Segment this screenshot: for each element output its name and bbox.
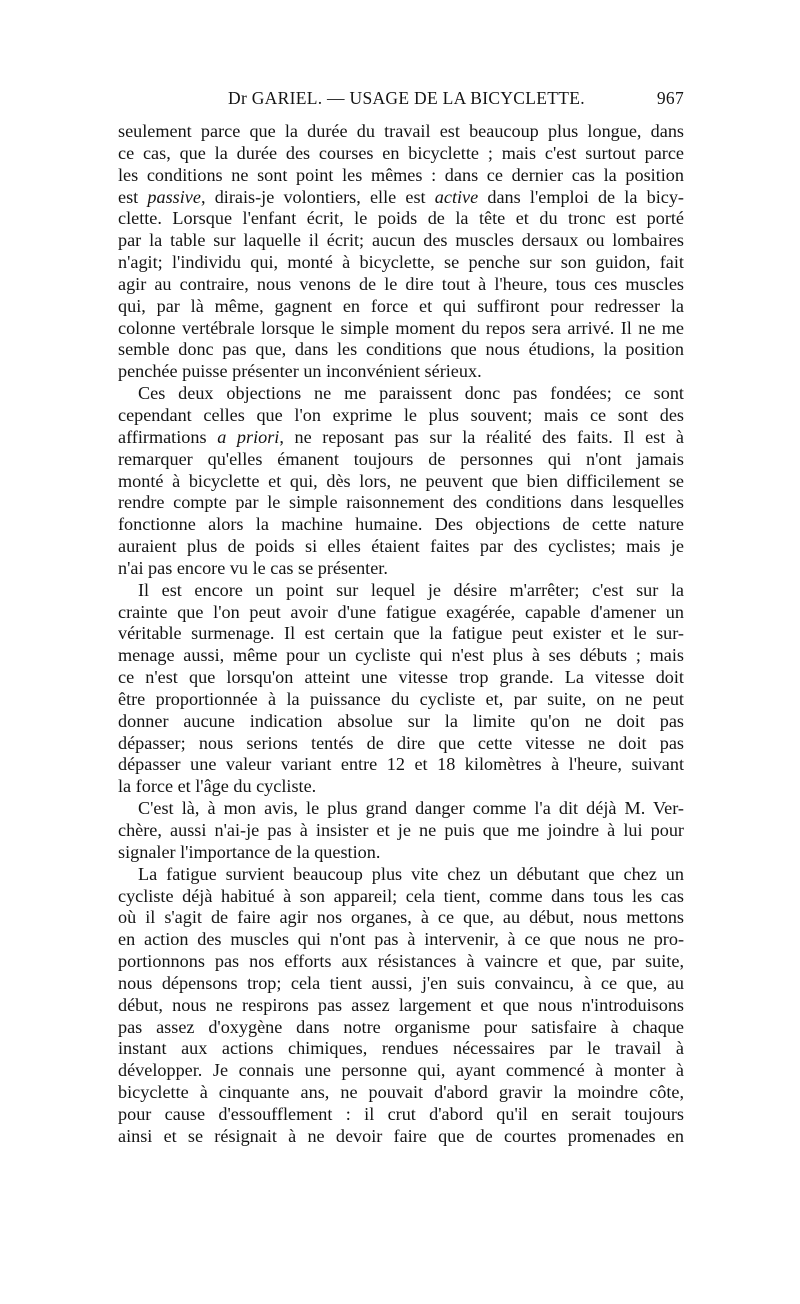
text-line: nous dépensons trop; cela tient aussi, j'en suis convaincu, à ce que, au — [118, 972, 684, 993]
text-line: chère, aussi n'ai-je pas à insister et je ne puis que me joindre à lui pour — [118, 820, 684, 840]
text-line: en action des muscles qui n'ont pas à intervenir, à ce que nous ne pro- — [118, 929, 684, 950]
text-line: cependant celles que l'on exprime le plus souvent; mais ce sont des — [118, 404, 684, 425]
text-line: pour cause d'essoufflement : il crut d'abord qu'il en serait toujours — [118, 1103, 684, 1124]
text-line: bicyclette à cinquante ans, ne pouvait d'abord gravir la moindre côte, — [118, 1082, 684, 1103]
paragraph-3 — [118, 580, 684, 798]
text-line: monté à bicyclette et qui, dès lors, ne peuvent que bien difficilement se — [118, 470, 684, 491]
body-text — [118, 121, 684, 1148]
text-line: n'agit; l'individu qui, monté à bicyclette, se penche sur son guidon, fait — [118, 252, 684, 273]
paragraph-1 — [118, 121, 684, 383]
text-line: signaler l'importance de la question. — [118, 841, 381, 862]
text-line: Ces deux objections ne me paraissent donc pas fondées; ce sont — [138, 383, 684, 404]
paragraph-4 — [118, 798, 684, 864]
text-line: qui, par là même, gagnent en force et qui suffiront pour redresser la — [118, 295, 684, 316]
text-line: ce n'est que lorsqu'on atteint une vitesse trop grande. La vitesse doit — [118, 667, 684, 688]
text-line: donner aucune indication absolue sur la limite qu'on ne doit pas — [118, 710, 684, 731]
text-line: fonctionne alors la machine humaine. Des objections de cette nature — [118, 514, 684, 535]
text-line: crainte que l'on peut avoir d'une fatigue exagérée, capable d'amener un — [118, 601, 684, 622]
text-line: remarquer qu'elles émanent toujours de personnes qui n'ont jamais — [118, 448, 684, 469]
text-line: être proportionnée à la puissance du cycliste et, par suite, on ne peut — [118, 688, 684, 709]
text-line: véritable surmenage. Il est certain que la fatigue peut exister et le sur- — [118, 623, 684, 644]
text-line: est passive, dirais-je volontiers, elle est active dans l'emploi de la bicy- — [118, 186, 684, 207]
paragraph-2 — [118, 383, 684, 580]
text-line: instant aux actions chimiques, rendues nécessaires par le travail à — [118, 1038, 684, 1059]
running-header — [118, 88, 684, 114]
text-line: clette. Lorsque l'enfant écrit, le poids de la tête et du tronc est porté — [118, 208, 684, 229]
text-line: rendre compte par le simple raisonnement des conditions dans lesquelles — [118, 492, 684, 513]
text-line: semble donc pas que, dans les conditions que nous étudions, la position — [118, 339, 684, 360]
text-line: penchée puisse présenter un inconvénient sérieux. — [118, 361, 482, 382]
text-line: auraient plus de poids si elles étaient faites par des cyclistes; mais je — [118, 536, 684, 557]
text-line: la force et l'âge du cycliste. — [118, 776, 317, 797]
text-line: seulement parce que la durée du travail est beaucoup plus longue, dans — [118, 121, 684, 141]
paragraph-5 — [118, 864, 684, 1148]
text-line: menage aussi, même pour un cycliste qui n'est plus à ses débuts ; mais — [118, 645, 684, 666]
text-line: développer. Je connais une personne qui, ayant commencé à monter à — [118, 1060, 684, 1081]
running-title: Dr GARIEL. — USAGE DE LA BICYCLETTE. — [228, 88, 585, 108]
page-number: 967 — [656, 88, 684, 108]
text-line: cycliste déjà habitué à son appareil; cela tient, comme dans tous les cas — [118, 885, 684, 906]
text-line: La fatigue survient beaucoup plus vite chez un débutant que chez un — [138, 863, 684, 884]
text-line: Il est encore un point sur lequel je désire m'arrêter; c'est sur la — [138, 579, 684, 600]
text-line: ce cas, que la durée des courses en bicyclette ; mais c'est surtout parce — [118, 142, 684, 163]
text-line: n'ai pas encore vu le cas se présenter. — [118, 557, 388, 578]
text-line: ainsi et se résignait à ne devoir faire que de courtes promenades en — [118, 1125, 684, 1146]
text-line: début, nous ne respirons pas assez largement et que nous n'introduisons — [118, 994, 684, 1015]
text-line: portionnons pas nos efforts aux résistances à vaincre et que, par suite, — [118, 951, 684, 972]
text-line: C'est là, à mon avis, le plus grand danger comme l'a dit déjà M. Ver- — [138, 798, 684, 819]
text-line: où il s'agit de faire agir nos organes, à ce que, au début, nous mettons — [118, 907, 684, 928]
text-line: pas assez d'oxygène dans notre organisme pour satisfaire à chaque — [118, 1016, 684, 1037]
text-line: par la table sur laquelle il écrit; aucun des muscles dersaux ou lombaires — [118, 230, 684, 251]
text-line: dépasser une valeur variant entre 12 et 18 kilomètres à l'heure, suivant — [118, 754, 684, 775]
text-line: affirmations a priori, ne reposant pas sur la réalité des faits. Il est à — [118, 426, 685, 447]
text-line: colonne vertébrale lorsque le simple moment du repos sera arrivé. Il ne me — [118, 317, 684, 338]
text-line: les conditions ne sont point les mêmes : dans ce dernier cas la position — [118, 164, 684, 185]
text-line: agir au contraire, nous venons de le dire tout à l'heure, tous ces muscles — [118, 273, 684, 294]
text-line: dépasser; nous serions tentés de dire que cette vitesse ne doit pas — [118, 732, 684, 753]
